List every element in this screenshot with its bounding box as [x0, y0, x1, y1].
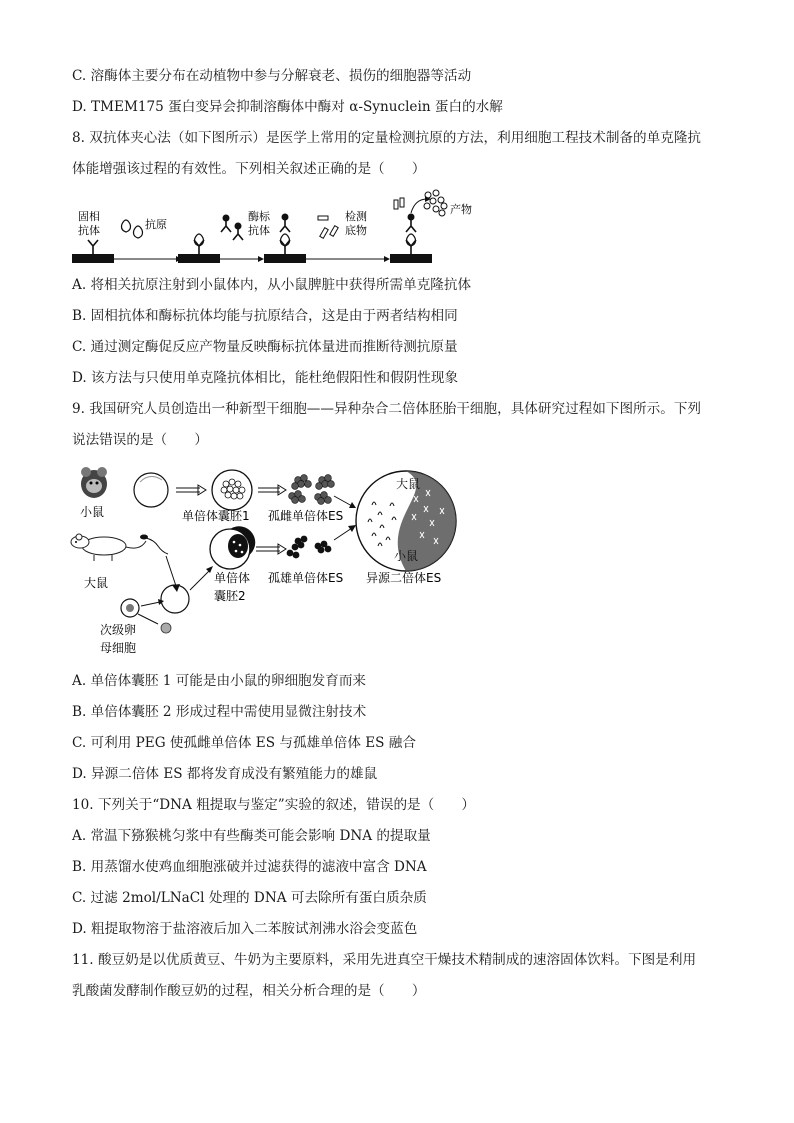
fig8-label-antibody: 抗体 [78, 224, 100, 237]
q7-option-d: D. TMEM175 蛋白变异会抑制溶酶体中酶对 α-Synuclein 蛋白的水解 [72, 99, 503, 115]
fig9-double-arrow-1 [198, 485, 206, 495]
fig9-double-arrow-2 [278, 485, 286, 495]
q10-option-b: B. 用蒸馏水使鸡血细胞涨破并过滤获得的滤液中富含 DNA [72, 859, 427, 875]
fig9-label-mouse: 小鼠 [80, 505, 105, 519]
fig9-label-blastocyst-2b: 囊胚2 [214, 589, 246, 603]
q11-stem-line1: 11. 酸豆奶是以优质黄豆、牛奶为主要原料，采用先进真空干燥技术精制成的速溶固体饮料。下图是利用 [72, 952, 697, 968]
q8-option-a: A. 将相关抗原注射到小鼠体内，从小鼠脾脏中获得所需单克隆抗体 [72, 277, 472, 293]
fig9-arrow-egg-to-blast2 [190, 570, 210, 590]
q9-option-b: B. 单倍体囊胚 2 形成过程中需使用显微注射技术 [72, 704, 367, 720]
q8-stem-line2: 体能增强该过程的有效性。下列相关叙述正确的是（ ） [72, 161, 426, 177]
fig9-polar-body [161, 623, 171, 633]
fig9-label-rat: 大鼠 [84, 576, 109, 590]
fig9-chromosomes-mouse [368, 502, 396, 546]
fig8-label-antigen: 抗原 [145, 218, 167, 231]
q10-stem: 10. 下列关于“DNA 粗提取与鉴定”实验的叙述，错误的是（ ） [72, 797, 476, 813]
fig9-egg-highlight [140, 476, 162, 482]
fig9-egg-cell [134, 473, 168, 507]
q8-option-d: D. 该方法与只使用单克隆抗体相比，能杜绝假阳性和假阴性现象 [72, 370, 459, 386]
q7-option-c: C. 溶酶体主要分布在动植物中参与分解衰老、损伤的细胞器等活动 [72, 68, 472, 84]
q9-option-c: C. 可利用 PEG 使孤雌单倍体 ES 与孤雄单倍体 ES 融合 [72, 735, 416, 751]
fig9-blastocyst-1-cells [221, 479, 245, 499]
rat-icon [71, 534, 146, 561]
fig9-circle-label-rat: 大鼠 [396, 477, 421, 491]
fig8-label-enzyme-antibody: 抗体 [248, 224, 270, 237]
fig9-blastocyst-1 [212, 470, 252, 510]
fig9-double-arrow-3 [278, 544, 286, 554]
fig8-label-solid: 固相 [78, 210, 100, 223]
fig9-arrow-to-hybrid-bottom [334, 528, 352, 540]
fig9-circle-label-mouse: 小鼠 [394, 549, 419, 563]
q10-option-a: A. 常温下猕猴桃匀浆中有些酶类可能会影响 DNA 的提取量 [72, 828, 431, 844]
fig9-arrow-oocyte [141, 602, 160, 606]
fig9-label-hybrid-es: 异源二倍体ES [366, 571, 442, 585]
fig9-arrow-sperm [166, 556, 176, 586]
fig9-sperm-head [140, 535, 148, 540]
fig9-oocyte-nucleus [126, 604, 134, 612]
q9-option-d: D. 异源二倍体 ES 都将发育成没有繁殖能力的雄鼠 [72, 766, 378, 782]
fig9-label-oocyte-b: 母细胞 [100, 641, 137, 655]
q9-stem-line2: 说法错误的是（ ） [72, 432, 208, 448]
fig9-arrow-to-hybrid-top [334, 496, 352, 506]
q10-option-d: D. 粗提取物溶于盐溶液后加入二苯胺试剂沸水浴会变蓝色 [72, 921, 418, 937]
q8-stem-line1: 8. 双抗体夹心法（如下图所示）是医学上常用的定量检测抗原的方法，利用细胞工程技术制备的单克隆抗 [72, 130, 702, 146]
q10-option-c: C. 过滤 2mol/LNaCl 处理的 DNA 可去除所有蛋白质杂质 [72, 890, 427, 906]
fig8-label-detect: 检测 [345, 210, 367, 223]
fig9-arrow-polar [138, 614, 158, 624]
fig9-label-es-male: 孤雄单倍体ES [268, 571, 344, 585]
fig9-es-female-clusters [289, 475, 335, 505]
fig8-label-product: 产物 [450, 203, 472, 216]
fig9-label-es-female: 孤雌单倍体ES [268, 509, 344, 523]
q9-stem-line1: 9. 我国研究人员创造出一种新型干细胞——异种杂合二倍体胚胎干细胞，具体研究过程如下图所示。下列 [72, 401, 702, 417]
fig9-label-oocyte-a: 次级卵 [100, 623, 137, 637]
q8-option-c: C. 通过测定酶促反应产物量反映酶标抗体量进而推断待测抗原量 [72, 339, 458, 355]
fig9-label-blastocyst-1: 单倍体囊胚1 [182, 509, 250, 523]
fig9-injected-egg [161, 585, 189, 613]
fig8-label-substrate: 底物 [345, 224, 367, 237]
q9-option-a: A. 单倍体囊胚 1 可能是由小鼠的卵细胞发育而来 [72, 673, 367, 689]
q8-option-b: B. 固相抗体和酶标抗体均能与抗原结合，这是由于两者结构相同 [72, 308, 458, 324]
fig9-sperm-tail [146, 538, 168, 554]
fig8-label-enzyme: 酶标 [248, 210, 270, 223]
fig9-es-male-clusters [287, 536, 332, 559]
mouse-icon [81, 467, 107, 498]
q11-stem-line2: 乳酸菌发酵制作酸豆奶的过程，相关分析合理的是（ ） [72, 983, 426, 999]
fig9-label-blastocyst-2a: 单倍体 [214, 571, 251, 585]
